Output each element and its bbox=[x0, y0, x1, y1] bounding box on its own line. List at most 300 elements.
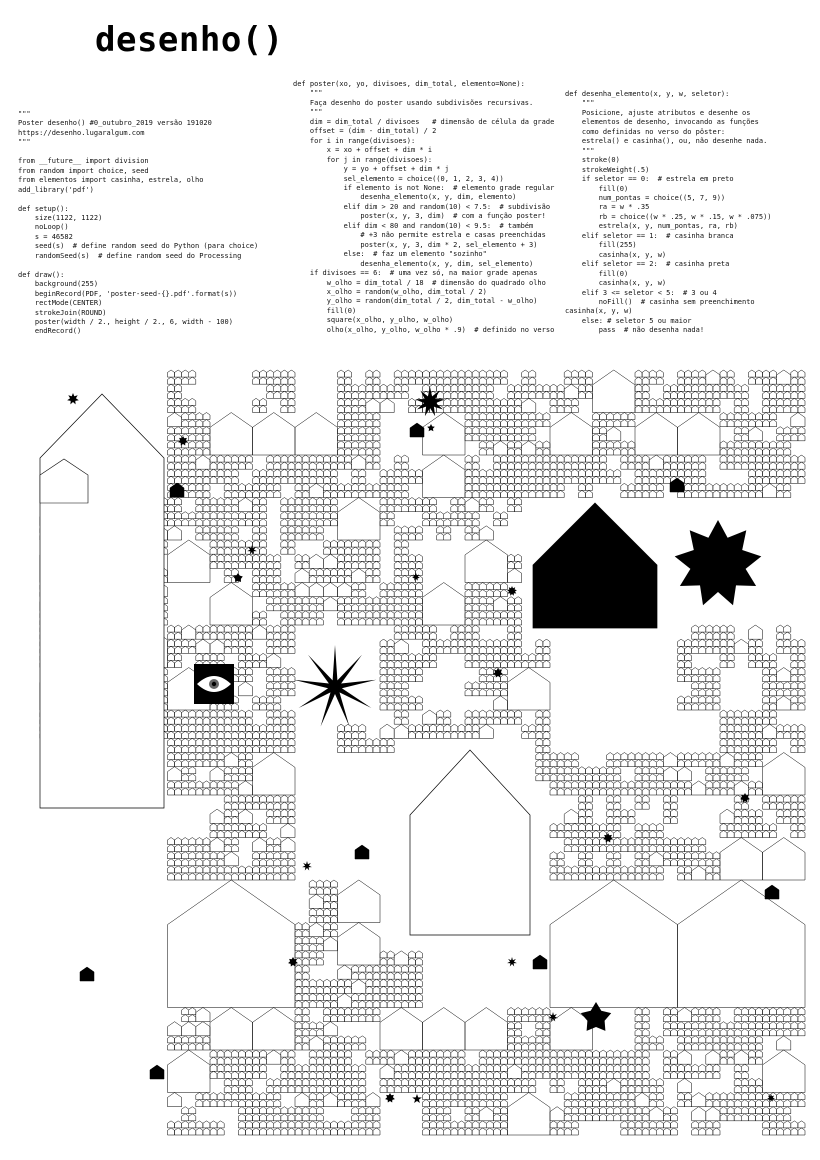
house-shape bbox=[571, 866, 578, 873]
house-shape bbox=[210, 767, 224, 781]
house-shape bbox=[444, 512, 451, 519]
house-shape bbox=[359, 965, 366, 972]
house-shape bbox=[260, 1114, 267, 1121]
house-shape bbox=[486, 413, 493, 420]
house-shape bbox=[295, 1107, 302, 1114]
house-shape bbox=[245, 1128, 252, 1135]
house-shape bbox=[437, 512, 444, 519]
house-shape bbox=[777, 1107, 784, 1114]
house-shape bbox=[238, 753, 245, 760]
house-shape bbox=[600, 455, 607, 462]
house-shape bbox=[564, 1114, 571, 1121]
house-shape bbox=[288, 384, 295, 391]
house-shape bbox=[798, 1100, 805, 1107]
house-shape bbox=[656, 469, 663, 476]
house-shape bbox=[763, 738, 770, 745]
house-shape bbox=[415, 561, 422, 568]
house-shape bbox=[224, 505, 231, 512]
house-shape bbox=[238, 767, 245, 774]
house-shape bbox=[451, 505, 458, 512]
house-shape bbox=[196, 753, 203, 760]
house-shape bbox=[543, 1071, 550, 1078]
house-shape bbox=[706, 696, 713, 703]
house-shape bbox=[614, 1071, 621, 1078]
house-shape bbox=[253, 540, 260, 547]
house-shape bbox=[267, 838, 274, 845]
house-shape bbox=[423, 632, 430, 639]
house-shape bbox=[656, 830, 663, 837]
house-shape bbox=[543, 738, 550, 745]
house-shape bbox=[500, 590, 507, 597]
house-shape bbox=[543, 469, 550, 476]
house-shape bbox=[642, 1022, 649, 1029]
house-shape bbox=[720, 391, 727, 398]
house-shape bbox=[720, 660, 727, 667]
house-shape bbox=[798, 816, 805, 823]
house-shape bbox=[713, 1029, 720, 1036]
house-shape bbox=[394, 1071, 401, 1078]
house-shape bbox=[685, 639, 692, 646]
house-shape bbox=[706, 1071, 713, 1078]
house-shape bbox=[642, 483, 649, 490]
house-shape bbox=[713, 398, 720, 405]
house-shape bbox=[458, 1050, 465, 1057]
house-shape bbox=[678, 852, 685, 859]
house-shape bbox=[245, 760, 252, 767]
house-shape bbox=[649, 781, 656, 788]
house-shape bbox=[316, 512, 323, 519]
house-shape bbox=[550, 1064, 557, 1071]
house-shape bbox=[260, 724, 267, 731]
house-shape bbox=[543, 717, 550, 724]
house-shape bbox=[678, 1008, 692, 1022]
house-shape bbox=[359, 434, 366, 441]
house-shape bbox=[359, 1107, 366, 1114]
house-shape bbox=[267, 852, 274, 859]
house-shape bbox=[189, 760, 196, 767]
house-shape bbox=[727, 370, 734, 377]
house-shape bbox=[515, 434, 522, 441]
house-shape bbox=[486, 1100, 493, 1107]
house-shape bbox=[189, 405, 196, 412]
house-shape bbox=[720, 1022, 727, 1029]
house-shape bbox=[692, 1128, 699, 1135]
house-shape bbox=[309, 1029, 316, 1036]
house-shape bbox=[352, 1071, 359, 1078]
house-shape bbox=[713, 646, 720, 653]
house-shape bbox=[366, 965, 373, 972]
house-shape bbox=[224, 866, 231, 873]
house-shape bbox=[253, 575, 260, 582]
house-shape bbox=[189, 781, 196, 788]
house-shape bbox=[706, 781, 713, 788]
house-shape bbox=[415, 660, 422, 667]
house-shape bbox=[578, 370, 585, 377]
house-shape bbox=[578, 462, 585, 469]
house-shape bbox=[316, 597, 323, 604]
house-shape bbox=[217, 455, 224, 462]
house-shape bbox=[238, 774, 245, 781]
house-shape bbox=[770, 413, 777, 420]
house-shape bbox=[798, 745, 805, 752]
house-shape bbox=[755, 745, 762, 752]
house-shape bbox=[741, 731, 748, 738]
house-shape bbox=[231, 526, 238, 533]
house-shape bbox=[578, 1050, 585, 1057]
house-shape bbox=[706, 682, 713, 689]
house-shape bbox=[281, 1128, 288, 1135]
house-shape bbox=[345, 979, 352, 986]
house-shape bbox=[330, 519, 337, 526]
house-shape bbox=[607, 795, 614, 802]
house-shape bbox=[550, 1050, 557, 1057]
house-shape bbox=[621, 455, 628, 462]
house-shape bbox=[168, 753, 175, 760]
house-shape bbox=[784, 625, 791, 632]
house-shape bbox=[713, 753, 720, 760]
house-shape bbox=[628, 1100, 635, 1107]
house-shape bbox=[175, 738, 182, 745]
house-shape bbox=[437, 1064, 444, 1071]
house-shape bbox=[706, 405, 713, 412]
house-shape bbox=[224, 767, 231, 774]
house-shape bbox=[536, 1036, 543, 1043]
house-shape bbox=[387, 498, 394, 505]
house-shape bbox=[253, 703, 260, 710]
house-shape bbox=[168, 398, 175, 405]
house-shape bbox=[373, 1050, 380, 1057]
house-shape bbox=[635, 845, 642, 852]
house-shape bbox=[359, 1085, 366, 1092]
house-shape bbox=[515, 420, 522, 427]
house-shape bbox=[394, 625, 401, 632]
house-shape bbox=[777, 1114, 784, 1121]
house-shape bbox=[770, 1015, 777, 1022]
house-shape bbox=[451, 639, 458, 646]
house-shape bbox=[614, 781, 621, 788]
house-shape bbox=[784, 405, 791, 412]
house-shape bbox=[741, 1029, 748, 1036]
house-shape bbox=[515, 469, 522, 476]
house-shape bbox=[415, 590, 422, 597]
house-shape bbox=[281, 682, 288, 689]
house-shape bbox=[345, 1043, 352, 1050]
house-shape bbox=[189, 788, 196, 795]
house-shape bbox=[260, 1107, 267, 1114]
house-shape bbox=[253, 505, 260, 512]
house-shape bbox=[578, 866, 585, 873]
house-shape bbox=[642, 823, 649, 830]
house-shape bbox=[345, 377, 352, 384]
house-shape bbox=[791, 377, 798, 384]
house-shape bbox=[741, 405, 748, 412]
house-shape bbox=[260, 547, 267, 554]
house-shape bbox=[706, 866, 713, 873]
house-shape bbox=[196, 731, 203, 738]
house-shape bbox=[373, 1008, 380, 1015]
house-shape bbox=[635, 788, 642, 795]
house-shape bbox=[345, 405, 352, 412]
house-shape bbox=[401, 554, 408, 561]
house-shape bbox=[635, 413, 678, 456]
house-shape bbox=[437, 1071, 444, 1078]
house-shape bbox=[288, 816, 295, 823]
house-shape bbox=[302, 930, 309, 937]
house-shape bbox=[338, 965, 352, 979]
house-shape bbox=[224, 830, 231, 837]
house-shape bbox=[288, 689, 295, 696]
house-shape bbox=[670, 1071, 677, 1078]
house-shape bbox=[493, 427, 500, 434]
house-shape bbox=[465, 384, 472, 391]
house-shape bbox=[224, 774, 231, 781]
house-shape bbox=[536, 753, 543, 760]
house-shape bbox=[720, 710, 727, 717]
house-shape bbox=[217, 731, 224, 738]
house-shape bbox=[281, 859, 288, 866]
house-shape bbox=[763, 1100, 770, 1107]
house-shape bbox=[189, 1128, 196, 1135]
house-shape bbox=[182, 745, 189, 752]
house-shape bbox=[168, 653, 175, 660]
house-shape bbox=[763, 696, 770, 703]
house-shape bbox=[635, 1128, 642, 1135]
house-shape bbox=[508, 420, 515, 427]
house-shape bbox=[401, 965, 408, 972]
house-shape bbox=[508, 646, 515, 653]
house-shape bbox=[189, 427, 196, 434]
house-shape bbox=[238, 717, 245, 724]
house-shape bbox=[692, 384, 699, 391]
house-shape bbox=[571, 1100, 578, 1107]
house-shape bbox=[302, 972, 309, 979]
house-shape bbox=[628, 1107, 635, 1114]
star-shape bbox=[412, 1094, 422, 1103]
house-shape bbox=[543, 448, 550, 455]
house-shape bbox=[550, 767, 557, 774]
house-shape bbox=[302, 611, 309, 618]
house-shape bbox=[741, 483, 748, 490]
house-shape bbox=[755, 462, 762, 469]
house-shape bbox=[380, 384, 387, 391]
house-shape bbox=[500, 490, 507, 497]
house-shape bbox=[423, 1085, 430, 1092]
large-black-house bbox=[533, 503, 657, 628]
house-shape bbox=[231, 866, 238, 873]
house-shape bbox=[323, 1015, 330, 1022]
house-shape bbox=[245, 1057, 252, 1064]
house-shape bbox=[755, 455, 762, 462]
house-shape bbox=[763, 476, 770, 483]
house-shape bbox=[685, 760, 692, 767]
house-shape bbox=[465, 717, 472, 724]
house-shape bbox=[600, 1100, 607, 1107]
house-shape bbox=[536, 738, 543, 745]
house-shape bbox=[302, 1078, 309, 1085]
house-shape bbox=[692, 469, 699, 476]
house-shape bbox=[614, 441, 621, 448]
house-shape bbox=[635, 1043, 642, 1050]
house-shape bbox=[649, 845, 656, 852]
code-block-setup-draw: """ Poster desenho() #0_outubro_2019 versão 191020 https://desenho.lugaralgum.com """ from __future__ import division from random import choice, seed from elementos import casinha, estrela, olho add_library('pdf') def setup(): size(1122, 1122) noLoop() s = 46582 seed(s) # define random seed do Python (para choice) randomSeed(s) # define random seed do Processing def draw(): background(255) beginRecord(PDF, 'poster-seed-{}.pdf'.format(s)) rectMode(CENTER) strokeJoin(ROUND) poster(width / 2., height / 2., 6, width - 100) endRecord() bbox=[18, 110, 259, 336]
house-shape bbox=[253, 554, 260, 561]
house-shape bbox=[408, 668, 415, 675]
house-shape bbox=[359, 441, 366, 448]
house-shape bbox=[217, 823, 224, 830]
house-shape bbox=[408, 724, 415, 731]
house-shape bbox=[338, 561, 345, 568]
house-shape bbox=[550, 483, 557, 490]
house-shape bbox=[380, 653, 387, 660]
house-shape bbox=[685, 660, 692, 667]
house-shape bbox=[175, 632, 182, 639]
house-shape bbox=[508, 391, 515, 398]
house-shape bbox=[355, 845, 369, 859]
house-shape bbox=[267, 1050, 281, 1064]
house-shape bbox=[529, 653, 536, 660]
house-shape bbox=[791, 738, 798, 745]
house-shape bbox=[486, 618, 493, 625]
house-shape bbox=[727, 384, 734, 391]
house-shape bbox=[670, 852, 677, 859]
house-shape bbox=[720, 1100, 727, 1107]
house-shape bbox=[338, 455, 345, 462]
house-shape bbox=[387, 391, 394, 398]
house-shape bbox=[238, 498, 252, 512]
house-shape bbox=[755, 809, 762, 816]
house-shape bbox=[741, 753, 748, 760]
house-shape bbox=[359, 597, 366, 604]
house-shape bbox=[323, 1121, 330, 1128]
house-shape bbox=[727, 391, 734, 398]
house-shape bbox=[777, 427, 784, 434]
house-shape bbox=[253, 483, 260, 490]
house-shape bbox=[486, 469, 493, 476]
house-shape bbox=[522, 1050, 529, 1057]
house-shape bbox=[352, 405, 359, 412]
house-shape bbox=[550, 462, 557, 469]
house-shape bbox=[585, 873, 592, 880]
house-shape bbox=[628, 760, 635, 767]
house-shape bbox=[515, 561, 522, 568]
house-shape bbox=[408, 653, 415, 660]
house-shape bbox=[302, 1000, 309, 1007]
house-shape bbox=[678, 660, 685, 667]
house-shape bbox=[720, 646, 727, 653]
house-shape bbox=[302, 979, 309, 986]
house-shape bbox=[755, 370, 762, 377]
house-shape bbox=[585, 795, 592, 802]
house-shape bbox=[635, 802, 642, 809]
house-shape bbox=[260, 1071, 267, 1078]
house-shape bbox=[316, 1078, 323, 1085]
house-shape bbox=[493, 583, 500, 590]
house-shape bbox=[557, 781, 564, 788]
house-shape bbox=[670, 1064, 677, 1071]
house-shape bbox=[274, 625, 281, 632]
house-shape bbox=[642, 1128, 649, 1135]
house-shape bbox=[444, 717, 451, 724]
house-shape bbox=[281, 1121, 288, 1128]
house-shape bbox=[678, 873, 685, 880]
house-shape bbox=[260, 519, 267, 526]
house-shape bbox=[770, 469, 777, 476]
house-shape bbox=[536, 731, 543, 738]
house-shape bbox=[253, 660, 260, 667]
house-shape bbox=[323, 490, 330, 497]
house-shape bbox=[168, 710, 175, 717]
house-shape bbox=[522, 1064, 529, 1071]
star-shape bbox=[294, 645, 377, 727]
house-shape bbox=[267, 632, 274, 639]
house-shape bbox=[189, 455, 196, 462]
house-shape bbox=[635, 1121, 642, 1128]
house-shape bbox=[727, 420, 734, 427]
house-shape bbox=[628, 809, 635, 816]
house-shape bbox=[777, 816, 784, 823]
house-shape bbox=[260, 823, 267, 830]
star-shape bbox=[427, 424, 435, 431]
house-shape bbox=[529, 462, 536, 469]
house-shape bbox=[479, 434, 486, 441]
house-shape bbox=[189, 845, 196, 852]
house-shape bbox=[550, 781, 557, 788]
house-shape bbox=[394, 490, 401, 497]
house-shape bbox=[593, 427, 600, 434]
house-shape bbox=[274, 384, 281, 391]
house-shape bbox=[600, 1085, 607, 1092]
house-shape bbox=[649, 1107, 663, 1121]
house-shape bbox=[415, 668, 422, 675]
house-shape bbox=[571, 830, 578, 837]
house-shape bbox=[359, 398, 366, 405]
house-shape bbox=[564, 866, 571, 873]
house-shape bbox=[210, 731, 217, 738]
house-shape bbox=[189, 753, 196, 760]
house-shape bbox=[253, 738, 260, 745]
house-shape bbox=[245, 512, 252, 519]
house-shape bbox=[267, 370, 274, 377]
house-shape bbox=[741, 1107, 748, 1114]
house-shape bbox=[628, 1121, 635, 1128]
house-shape bbox=[564, 1107, 571, 1114]
house-shape bbox=[692, 1029, 699, 1036]
house-shape bbox=[706, 391, 713, 398]
house-shape bbox=[394, 568, 401, 575]
house-shape bbox=[203, 745, 210, 752]
house-shape bbox=[656, 774, 663, 781]
house-shape bbox=[175, 512, 182, 519]
house-shape bbox=[175, 873, 182, 880]
house-shape bbox=[288, 1114, 295, 1121]
house-shape bbox=[451, 498, 458, 505]
house-shape bbox=[260, 745, 267, 752]
house-shape bbox=[408, 590, 415, 597]
house-shape bbox=[699, 639, 706, 646]
house-shape bbox=[770, 391, 777, 398]
house-shape bbox=[515, 611, 522, 618]
house-shape bbox=[536, 1029, 543, 1036]
house-shape bbox=[720, 738, 727, 745]
house-shape bbox=[741, 1015, 748, 1022]
house-shape bbox=[585, 1057, 592, 1064]
house-shape bbox=[727, 710, 734, 717]
house-shape bbox=[238, 561, 245, 568]
house-shape bbox=[543, 753, 550, 760]
house-shape bbox=[170, 483, 184, 497]
house-shape bbox=[699, 1022, 706, 1029]
house-shape bbox=[408, 604, 415, 611]
